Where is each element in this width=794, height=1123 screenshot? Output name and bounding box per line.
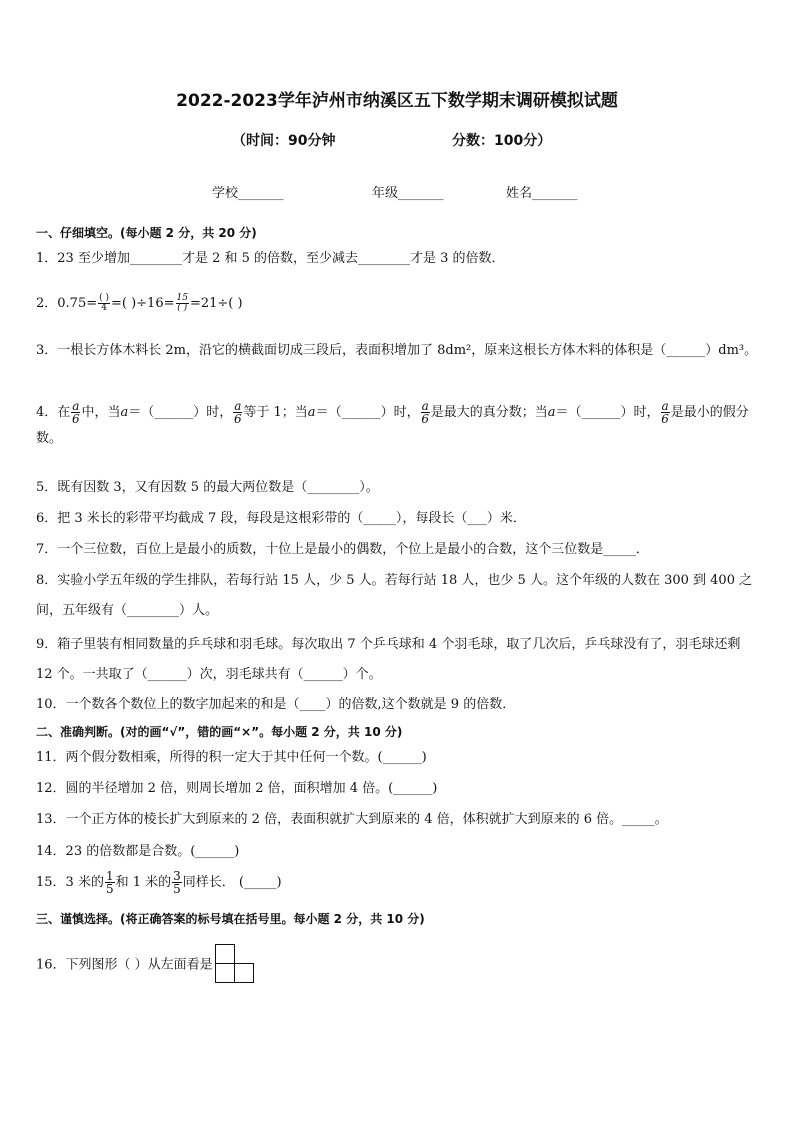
q4-frac-den: 6: [661, 412, 669, 426]
q4-text-5: ＝（______）时，: [315, 405, 420, 420]
q4-frac-num: a: [661, 399, 669, 413]
q15-text-2: 和 1 米的: [115, 875, 172, 890]
question-11: 11．两个假分数相乘，所得的积一定大于其中任何一个数。(______): [36, 750, 427, 765]
q15-fraction-1: [105, 870, 115, 895]
q4-fraction-a6-4: [661, 400, 670, 425]
question-16: [36, 944, 758, 987]
q4-text-3: ＝（______）时，: [128, 405, 233, 420]
q4-frac-num: a: [72, 399, 80, 413]
q4-fraction-a6: [71, 400, 80, 425]
q2-prefix: 2．0.75=: [36, 296, 98, 311]
q4-text-1: 4．在: [36, 405, 71, 420]
name-field: 姓名_______: [506, 186, 578, 201]
q4-var-a: a: [120, 405, 129, 420]
q2-f1-denominator: 4: [101, 303, 107, 313]
q15-f2-den: 5: [173, 882, 181, 896]
q2-f1-numerator: ( ): [99, 293, 109, 303]
q4-frac-den: 6: [421, 412, 429, 426]
q2-suffix: =21÷( ): [189, 296, 243, 311]
question-3: 3．一根长方体木料长 2m，沿它的横截面切成三段后，表面积增加了 8dm²，原来这根长方体木料的体积是（______）dm³。: [36, 343, 758, 358]
left-view-figure-icon: [215, 944, 257, 986]
q4-frac-num: a: [421, 399, 429, 413]
question-7: 7．一个三位数，百位上是最小的质数，十位上是最小的偶数，个位上是最小的合数，这个三位数是_____．: [36, 542, 649, 557]
score-label: 分数：100分）: [452, 133, 552, 149]
question-10: 10．一个数各个数位上的数字加起来的和是（____）的倍数,这个数就是 9 的倍数．: [36, 697, 516, 712]
school-field: 学校_______: [212, 186, 284, 201]
q4-text-7: ＝（______）时，: [555, 405, 660, 420]
q4-var-a: a: [547, 405, 556, 420]
q4-text-6: 是最大的真分数；当: [430, 405, 548, 420]
section-heading-fill: 一、仔细填空。(每小题 2 分，共 20 分): [36, 226, 257, 240]
q2-fraction-2: [176, 294, 189, 313]
q4-text-2: 中，当: [81, 405, 121, 420]
q2-f2-numerator: 15: [176, 293, 188, 303]
q4-frac-den: 6: [72, 412, 80, 426]
page-title: 2022-2023学年泸州市纳溪区五下数学期末调研模拟试题: [176, 91, 618, 111]
question-2: [36, 294, 758, 314]
q15-f1-den: 5: [105, 882, 114, 896]
q16-text: 16．下列图形（ ）从左面看是: [36, 957, 213, 973]
q2-middle: =( )÷16=: [111, 296, 175, 311]
q15-text-3: 同样长． (_____): [182, 875, 282, 890]
q4-text-8: 是最小的假分数。: [36, 405, 749, 446]
q4-text-4: 等于 1；当: [243, 405, 308, 420]
q15-f1-num: 1: [105, 869, 114, 883]
q2-f2-denominator: ( ): [177, 303, 188, 313]
grade-field: 年级_______: [372, 186, 444, 201]
q4-fraction-a6-3: [421, 400, 430, 425]
q15-fraction-2: [172, 870, 182, 895]
question-6: 6．把 3 米长的彩带平均截成 7 段，每段是这根彩带的（_____），每段长（___）米．: [36, 511, 526, 526]
time-label: （时间：90分钟: [232, 133, 336, 149]
section-heading-judge: 二、准确判断。(对的画“√”，错的画“×”。每小题 2 分，共 10 分): [36, 725, 403, 739]
question-8: 8．实验小学五年级的学生排队，若每行站 15 人，少 5 人。若每行站 18 人，也少 5 人。这个年级的人数在 300 到 400 之间，五年级有（________）人。: [36, 573, 753, 618]
q4-frac-den: 6: [233, 412, 242, 426]
question-12: 12．圆的半径增加 2 倍，则周长增加 2 倍，面积增加 4 倍。(______): [36, 781, 438, 796]
section-heading-choice: 三、谨慎选择。(将正确答案的标号填在括号里。每小题 2 分，共 10 分): [36, 912, 425, 926]
question-4: [36, 400, 758, 452]
question-15: [36, 868, 758, 898]
q15-text-1: 15．3 米的: [36, 875, 104, 890]
q15-f2-num: 3: [173, 869, 181, 883]
question-1: 1．23 至少增加________才是 2 和 5 的倍数，至少减去________才是 3 的倍数．: [36, 251, 505, 266]
q4-var-a: a: [307, 405, 316, 420]
question-9: 9．箱子里装有相同数量的乒乓球和羽毛球。每次取出 7 个乒乓球和 4 个羽毛球，取了几次后，乒乓球没有了，羽毛球还剩 12 个。一共取了（______）次，羽毛球共有（______）个。: [36, 637, 741, 682]
question-5: 5．既有因数 3，又有因数 5 的最大两位数是（________）。: [36, 480, 379, 495]
q4-frac-num: a: [234, 399, 242, 413]
q2-fraction-1: [98, 294, 110, 313]
question-13: 13．一个正方体的棱长扩大到原来的 2 倍，表面积就扩大到原来的 4 倍，体积就扩大到原来的 6 倍。_____。: [36, 812, 668, 827]
q4-fraction-a6-2: [233, 400, 242, 425]
question-14: 14．23 的倍数都是合数。(______): [36, 844, 240, 859]
